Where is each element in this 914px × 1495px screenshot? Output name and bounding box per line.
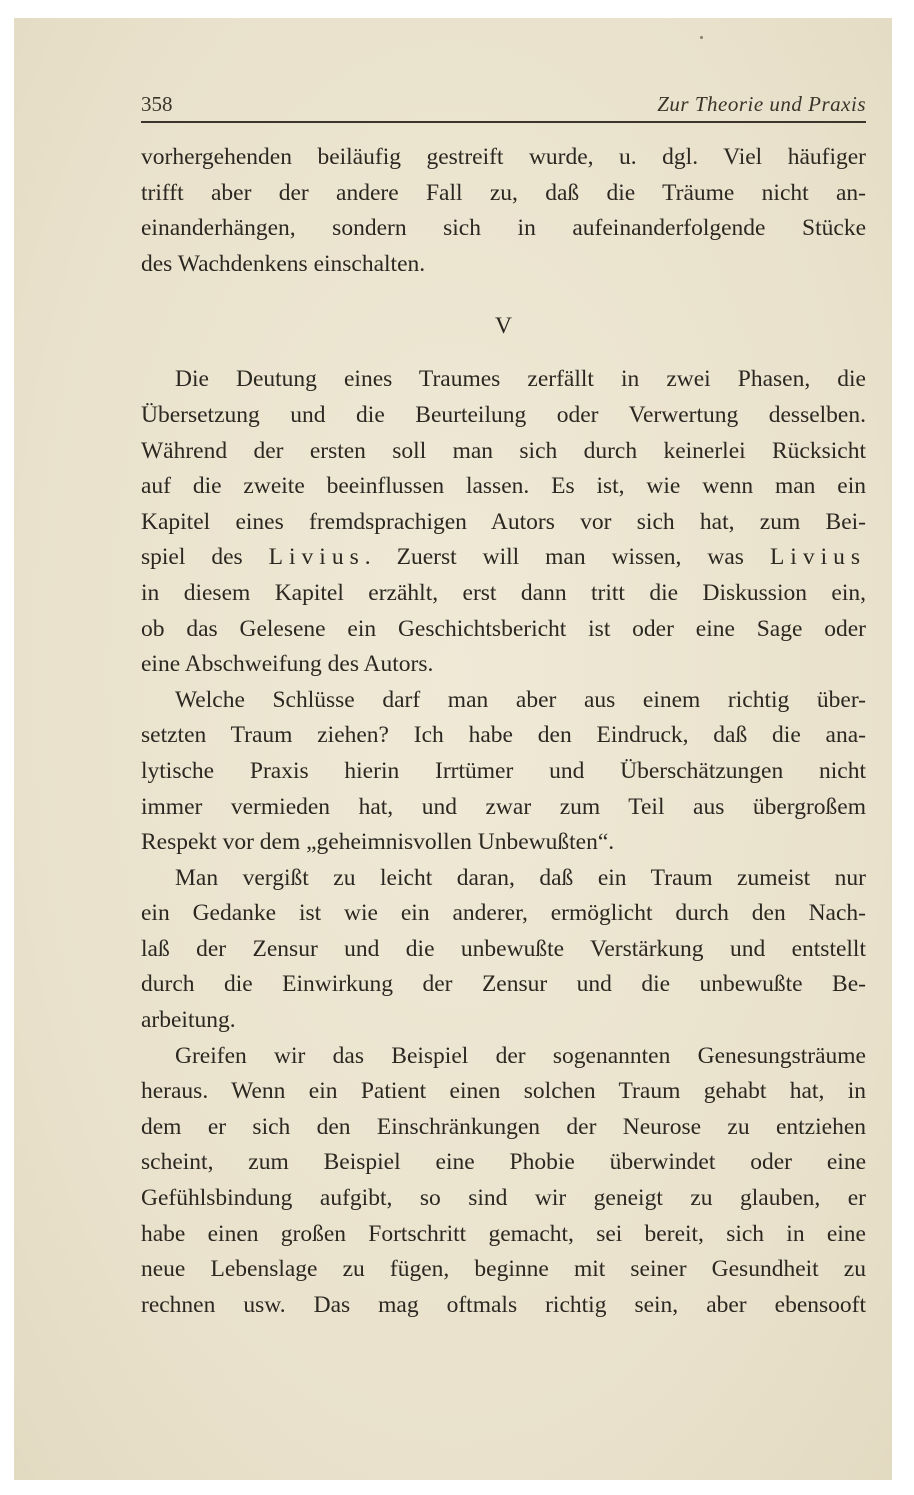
text-line: Respekt vor dem „geheimnisvollen Unbewußten“. [141, 829, 615, 856]
text-line: rechnen usw. Das mag oftmals richtig sein, aber ebensooft [141, 1291, 866, 1318]
running-title: Zur Theorie und Praxis [657, 92, 866, 116]
paragraph [141, 1039, 866, 1324]
header-rule [141, 121, 866, 123]
text-line: Während der ersten soll man sich durch keinerlei Rücksicht [141, 437, 866, 464]
text-line: Kapitel eines fremdsprachigen Autors vor sich hat, zum Bei- [141, 508, 866, 535]
text-line: ein Gedanke ist wie ein anderer, ermöglicht durch den Nach- [141, 900, 866, 927]
text-line-livius: spiel des Livius. Zuerst will man wissen, was Livius [141, 544, 866, 571]
text-line: Gefühlsbindung aufgibt, so sind wir geneigt zu glauben, er [141, 1185, 866, 1212]
text-line: scheint, zum Beispiel eine Phobie überwindet oder eine [141, 1149, 866, 1176]
paragraph-continuation [141, 140, 866, 282]
text-line: eine Abschweifung des Autors. [141, 651, 434, 678]
paragraph [141, 362, 866, 682]
text-line: Übersetzung und die Beurteilung oder Verwertung desselben. [141, 401, 866, 428]
body-text [141, 140, 866, 1323]
text-line: auf die zweite beeinflussen lassen. Es ist, wie wenn man ein [141, 473, 866, 500]
running-head [141, 92, 866, 120]
book-page [14, 18, 892, 1480]
text-line: Die Deutung eines Traumes zerfällt in zwei Phasen, die [175, 366, 866, 393]
spaced-name: Livius [769, 544, 866, 571]
text-line: habe einen großen Fortschritt gemacht, sei bereit, sich in eine [141, 1220, 866, 1247]
text-line: durch die Einwirkung der Zensur und die unbewußte Be- [141, 971, 866, 998]
text-line: Welche Schlüsse darf man aber aus einem richtig über- [175, 686, 866, 713]
paper-speck [700, 36, 703, 39]
text-line: arbeitung. [141, 1007, 236, 1034]
text-line: setzten Traum ziehen? Ich habe den Eindruck, daß die ana- [141, 722, 866, 749]
text-line: ob das Gelesene ein Geschichtsbericht ist oder eine Sage oder [141, 615, 866, 642]
text-line: Man vergißt zu leicht daran, daß ein Traum zumeist nur [175, 864, 866, 891]
paragraph [141, 683, 866, 861]
text-line: heraus. Wenn ein Patient einen solchen Traum gehabt hat, in [141, 1078, 866, 1105]
text-line: einanderhängen, sondern sich in aufeinanderfolgende Stücke [141, 215, 866, 242]
spaced-name: Livius [268, 544, 365, 571]
paragraph [141, 861, 866, 1039]
text-line: neue Lebenslage zu fügen, beginne mit seiner Gesundheit zu [141, 1256, 866, 1283]
text-line: lytische Praxis hierin Irrtümer und Überschätzungen nicht [141, 757, 866, 784]
text-line: in diesem Kapitel erzählt, erst dann tritt die Diskussion ein, [141, 579, 866, 606]
text-line: dem er sich den Einschränkungen der Neurose zu entziehen [141, 1113, 866, 1140]
page-number: 358 [141, 92, 173, 116]
text-line: des Wachdenkens einschalten. [141, 250, 426, 277]
text-line: laß der Zensur und die unbewußte Verstärkung und entstellt [141, 935, 866, 962]
text-line: Greifen wir das Beispiel der sogenannten Genesungsträume [175, 1042, 866, 1069]
section-heading: V [495, 313, 512, 340]
text-line: vorhergehenden beiläufig gestreift wurde, u. dgl. Viel häufiger [141, 144, 866, 170]
text-line: trifft aber der andere Fall zu, daß die Träume nicht an- [141, 179, 866, 206]
text-line: immer vermieden hat, und zwar zum Teil aus übergroßem [141, 793, 866, 820]
